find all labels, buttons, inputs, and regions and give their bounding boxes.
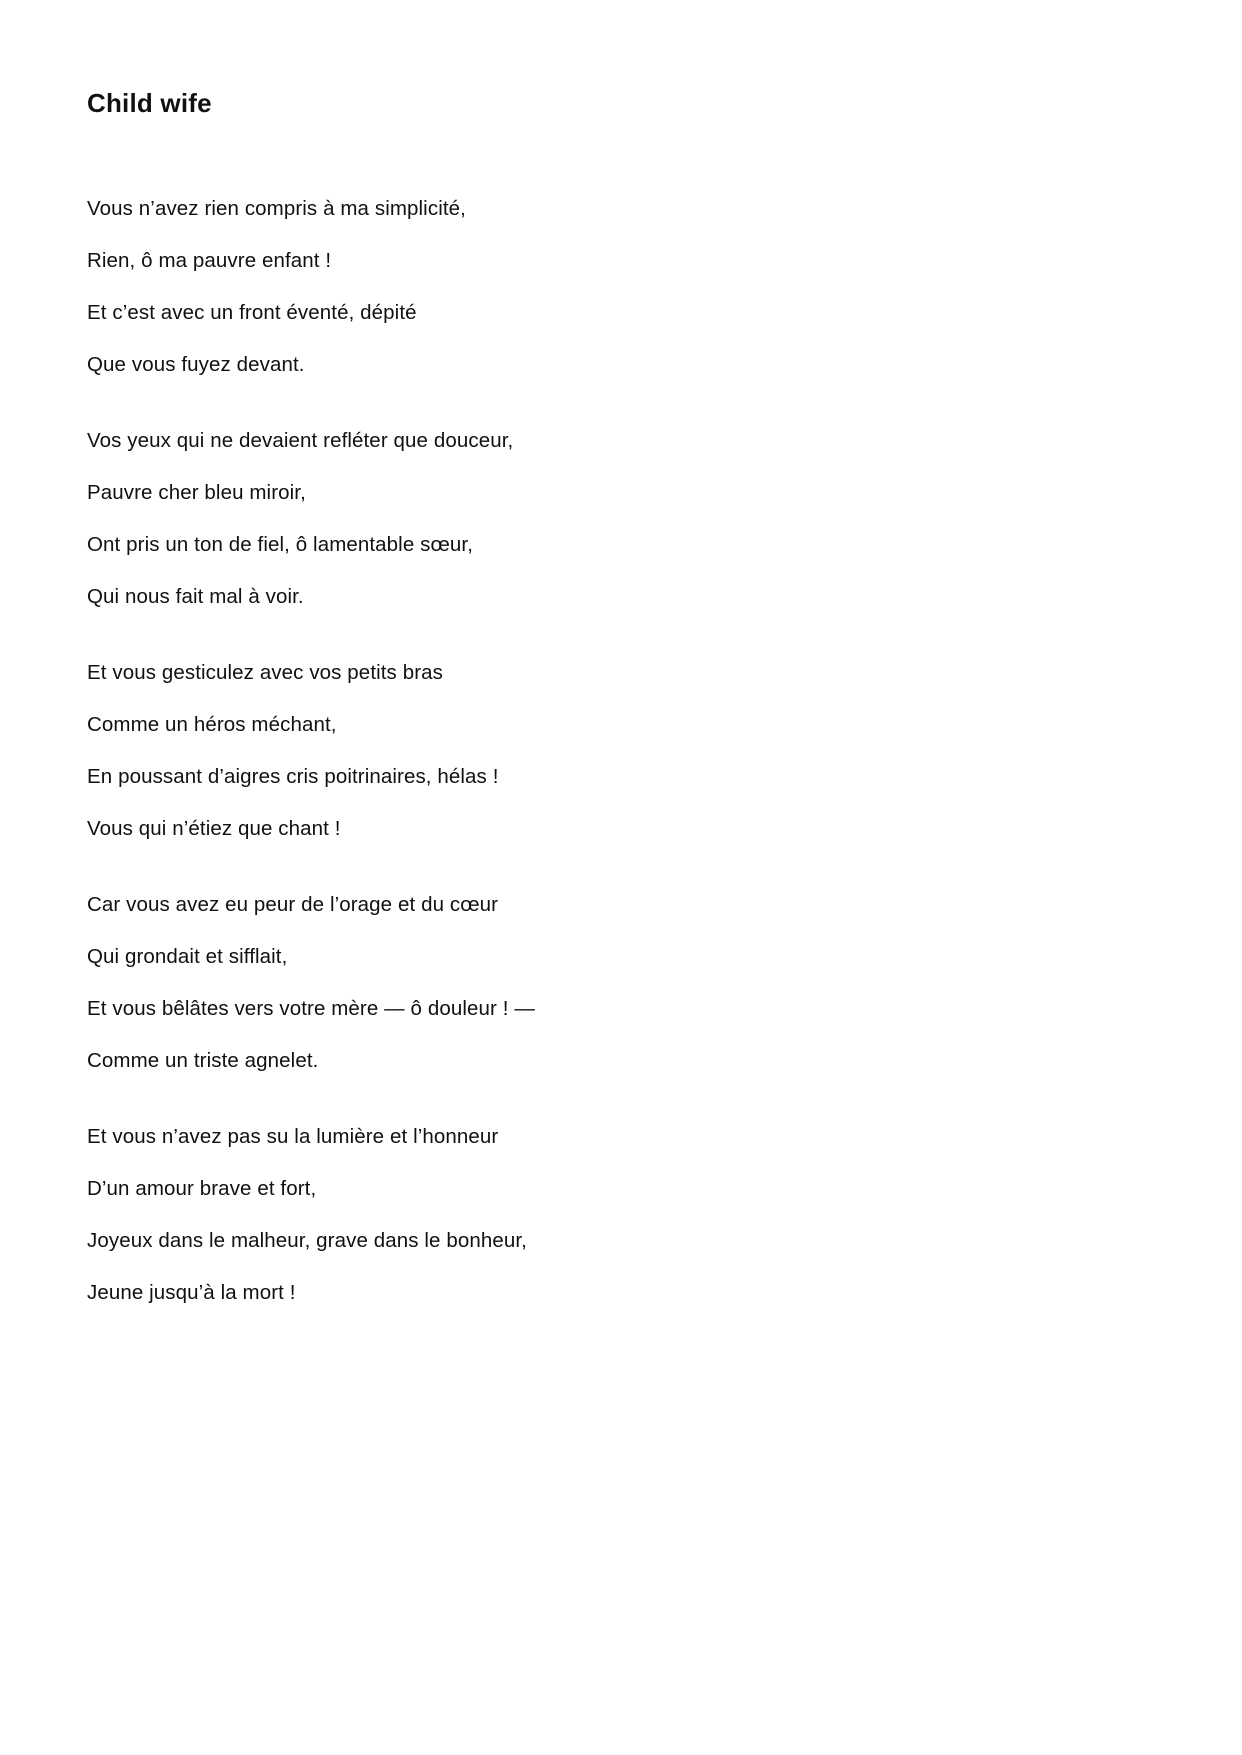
stanza-5 <box>87 1124 1087 1306</box>
stanza-4 <box>87 892 1087 1074</box>
poem-line: Comme un triste agnelet. <box>87 1049 319 1072</box>
poem-line: Et c’est avec un front éventé, dépité <box>87 301 417 324</box>
poem-line: Comme un héros méchant, <box>87 713 337 736</box>
stanza-2 <box>87 428 1087 610</box>
stanza-1 <box>87 196 1087 378</box>
poem-line: En poussant d’aigres cris poitrinaires, hélas ! <box>87 765 499 788</box>
poem-line: Vos yeux qui ne devaient refléter que douceur, <box>87 429 514 452</box>
poem-line: Et vous bêlâtes vers votre mère — ô douleur ! — <box>87 997 535 1020</box>
stanza-3 <box>87 660 1087 842</box>
poem-line: Joyeux dans le malheur, grave dans le bonheur, <box>87 1229 527 1252</box>
poem-line: Qui nous fait mal à voir. <box>87 585 304 608</box>
poem-line: Pauvre cher bleu miroir, <box>87 481 306 504</box>
poem-line: Que vous fuyez devant. <box>87 353 305 376</box>
poem-line: Ont pris un ton de fiel, ô lamentable sœur, <box>87 533 474 556</box>
poem-title: Child wife <box>87 88 212 118</box>
poem-line: Qui grondait et sifflait, <box>87 945 288 968</box>
poem-line: Vous qui n’étiez que chant ! <box>87 817 341 840</box>
poem-line: Rien, ô ma pauvre enfant ! <box>87 249 332 272</box>
poem-line: Jeune jusqu’à la mort ! <box>87 1281 296 1304</box>
poem-body <box>87 196 1087 1356</box>
poem-line: Et vous gesticulez avec vos petits bras <box>87 661 443 684</box>
poem-line: Car vous avez eu peur de l’orage et du cœur <box>87 893 499 916</box>
poem-line: Vous n’avez rien compris à ma simplicité, <box>87 197 466 220</box>
poem-line: D’un amour brave et fort, <box>87 1177 317 1200</box>
poem-line: Et vous n’avez pas su la lumière et l’honneur <box>87 1125 499 1148</box>
